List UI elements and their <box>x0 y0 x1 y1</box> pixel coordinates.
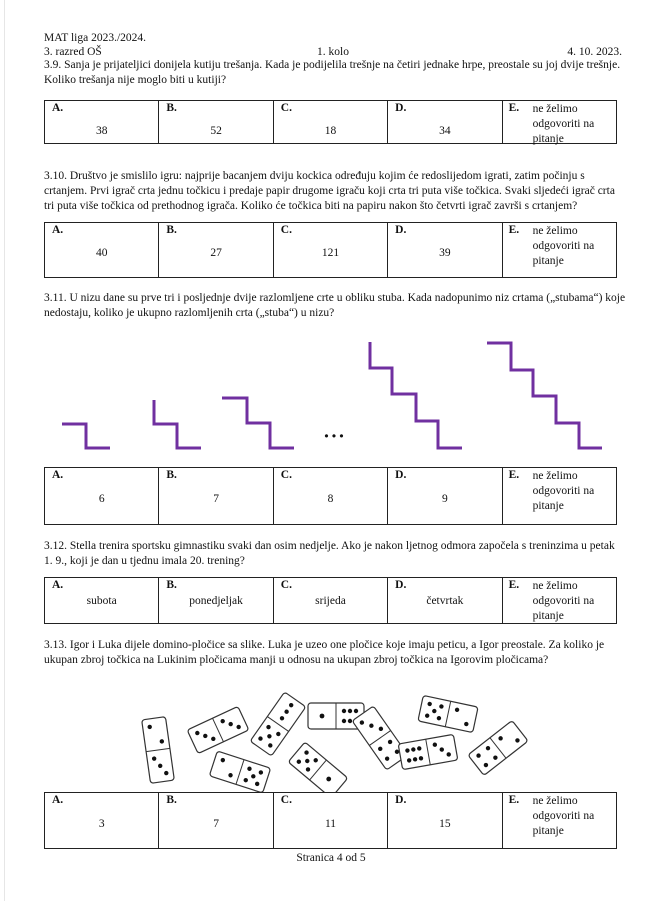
round-label: 1. kolo <box>317 46 349 58</box>
answers-3-9 <box>44 100 617 144</box>
stairs-figure <box>44 340 624 460</box>
header-row <box>44 45 622 59</box>
option-e[interactable]: E. ne želimo odgovoriti na pitanje <box>502 578 616 624</box>
stair-1 <box>62 424 110 448</box>
option-a[interactable]: A. 3 <box>45 793 159 849</box>
domino-tile-5 <box>352 706 408 770</box>
question-3-13-text: 3.13. Igor i Luka dijele domino-pločice sa slike. Luka je uzeo one pločice koje imaju peticu, a Igor preostale. Za koliko je ukupan zbroj točkica na Lukinim pločicama manji u odnosu na ukupan zbroj točkica na Igorovim pločicama? <box>44 639 605 666</box>
domino-tile-8 <box>468 721 528 776</box>
option-d[interactable]: D. 15 <box>388 793 502 849</box>
option-a[interactable]: A. 40 <box>45 223 159 278</box>
option-c[interactable]: C. 11 <box>273 793 387 849</box>
option-b[interactable]: B. 7 <box>159 468 273 525</box>
answers-3-12 <box>44 577 617 624</box>
stair-4 <box>370 342 462 448</box>
option-a[interactable]: A. subota <box>45 578 159 624</box>
option-c[interactable]: C. srijeda <box>273 578 387 624</box>
question-3-9-text: 3.9. Sanja je prijateljici donijela kutiju trešanja. Kada je podijelila trešnje na četiri jednake hrpe, preostale su joj dvije trešnje. Koliko trešanja nije moglo biti u kutiji? <box>44 59 621 86</box>
domino-tile-2 <box>187 706 249 753</box>
answers-3-13 <box>44 792 617 849</box>
option-b[interactable]: B. 27 <box>159 223 273 278</box>
exam-title: MAT liga 2023./2024. <box>44 32 147 44</box>
option-b[interactable]: B. 7 <box>159 793 273 849</box>
page-edge <box>4 0 5 901</box>
option-d[interactable]: D. 39 <box>388 223 502 278</box>
stair-5 <box>487 343 602 448</box>
date-label: 4. 10. 2023. <box>567 46 622 58</box>
domino-tile-1 <box>142 717 175 784</box>
option-a[interactable]: A. 38 <box>45 101 159 144</box>
answers-3-10 <box>44 222 617 278</box>
stair-3 <box>222 398 294 448</box>
option-d[interactable]: D. 9 <box>388 468 502 525</box>
domino-tile-7 <box>398 734 458 769</box>
option-d[interactable]: D. četvrtak <box>388 578 502 624</box>
domino-tile-3 <box>250 692 306 756</box>
domino-tile-9 <box>209 751 270 792</box>
grade-label: 3. razred OŠ <box>44 46 102 58</box>
option-c[interactable]: C. 121 <box>273 223 387 278</box>
option-e[interactable]: E. ne želimo odgovoriti na pitanje <box>502 468 616 525</box>
option-d[interactable]: D. 34 <box>388 101 502 144</box>
option-a[interactable]: A. 6 <box>45 468 159 525</box>
domino-tile-6 <box>418 695 478 732</box>
question-3-11-text: 3.11. U nizu dane su prve tri i posljednje dvije razlomljene crte u obliku stuba. Kada nadopunimo niz crtama („stubama“) koje nedostaju, koliko je ukupno razlomljenih crta („stuba“) u nizu? <box>44 292 626 319</box>
option-e[interactable]: E. ne želimo odgovoriti na pitanje <box>502 101 616 144</box>
option-b[interactable]: B. ponedjeljak <box>159 578 273 624</box>
question-3-12-text: 3.12. Stella trenira sportsku gimnastiku svaki dan osim nedjelje. Ako je nakon ljetnog odmora započela s treninzima u petak 1. 9., koji je dan u tjednu imala 20. trening? <box>44 540 615 567</box>
option-b[interactable]: B. 52 <box>159 101 273 144</box>
domino-tile-10 <box>288 742 348 792</box>
ellipsis-dots: • • • <box>324 429 344 443</box>
question-3-10-text: 3.10. Društvo je smislilo igru: najprije bacanjem dviju kockica određuju kojim će redoslijedom igrati, zatim počinju s crtanjem. Prvi igrač crta jednu točkicu i predaje papir drugome igraču koji crta tri puta više točkica. Svaki sljedeći igrač crta tri puta više točkica od prethodnog igrača. Koliko će točkica biti na papiru nakon što četvrti igrač završi s crtanjem? <box>44 170 615 212</box>
option-c[interactable]: C. 18 <box>273 101 387 144</box>
page-number: Stranica 4 od 5 <box>296 852 366 864</box>
domino-figure <box>130 690 540 792</box>
option-e[interactable]: E. ne želimo odgovoriti na pitanje <box>502 223 616 278</box>
stair-2 <box>154 400 201 448</box>
option-e[interactable]: E. ne želimo odgovoriti na pitanje <box>502 793 616 849</box>
option-c[interactable]: C. 8 <box>273 468 387 525</box>
answers-3-11 <box>44 467 617 525</box>
